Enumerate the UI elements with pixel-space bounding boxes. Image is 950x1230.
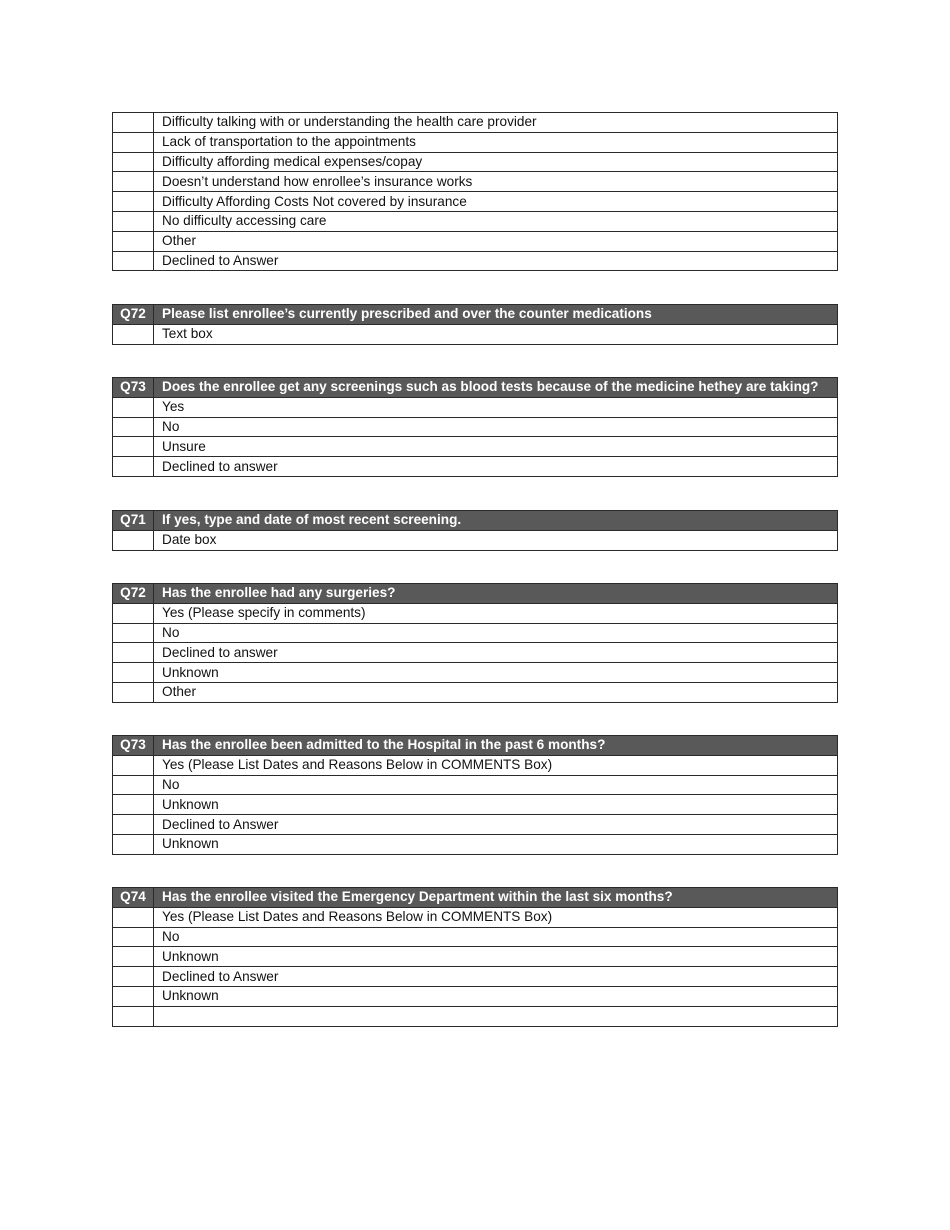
option-label: Difficulty talking with or understanding the health care provider (154, 113, 838, 133)
option-row (113, 623, 838, 643)
answer-checkbox-cell[interactable] (113, 1006, 154, 1026)
question-header-row (113, 584, 838, 604)
option-row (113, 152, 838, 172)
option-row (113, 967, 838, 987)
option-label: Unknown (154, 834, 838, 854)
question-header-row (113, 511, 838, 531)
option-label: Unsure (154, 437, 838, 457)
question-number: Q71 (113, 511, 154, 531)
option-label: Lack of transportation to the appointments (154, 132, 838, 152)
question-text: Please list enrollee’s currently prescribed and over the counter medications (154, 305, 838, 325)
option-label: Yes (Please List Dates and Reasons Below in COMMENTS Box) (154, 755, 838, 775)
answer-checkbox-cell[interactable] (113, 231, 154, 251)
option-row (113, 907, 838, 927)
answer-checkbox-cell[interactable] (113, 682, 154, 702)
question-header-row (113, 888, 838, 908)
option-row (113, 603, 838, 623)
option-row (113, 172, 838, 192)
option-row (113, 231, 838, 251)
option-label: Yes (154, 397, 838, 417)
option-row (113, 682, 838, 702)
option-label (154, 1006, 838, 1026)
option-label: Declined to answer (154, 457, 838, 477)
question-header-row (113, 305, 838, 325)
answer-checkbox-cell[interactable] (113, 927, 154, 947)
question-text: Has the enrollee been admitted to the Hospital in the past 6 months? (154, 736, 838, 756)
answer-checkbox-cell[interactable] (113, 530, 154, 550)
answer-checkbox-cell[interactable] (113, 397, 154, 417)
screening-date-box[interactable]: Date box (154, 530, 838, 550)
option-row (113, 815, 838, 835)
answer-checkbox-cell[interactable] (113, 815, 154, 835)
option-label: Declined to Answer (154, 815, 838, 835)
option-row (113, 755, 838, 775)
question-number: Q74 (113, 888, 154, 908)
answer-checkbox-cell[interactable] (113, 457, 154, 477)
option-label: Unknown (154, 947, 838, 967)
option-row (113, 775, 838, 795)
option-row (113, 795, 838, 815)
option-label: Declined to Answer (154, 251, 838, 271)
option-row (113, 437, 838, 457)
question-number: Q72 (113, 584, 154, 604)
option-row (113, 211, 838, 231)
option-label: Unknown (154, 795, 838, 815)
question-text: If yes, type and date of most recent screening. (154, 511, 838, 531)
option-label: No (154, 417, 838, 437)
option-label: Yes (Please specify in comments) (154, 603, 838, 623)
option-label: Yes (Please List Dates and Reasons Below in COMMENTS Box) (154, 907, 838, 927)
answer-checkbox-cell[interactable] (113, 986, 154, 1006)
question-header-row (113, 378, 838, 398)
option-row (113, 663, 838, 683)
option-label: No (154, 623, 838, 643)
answer-checkbox-cell[interactable] (113, 251, 154, 271)
answer-checkbox-cell[interactable] (113, 417, 154, 437)
option-row (113, 397, 838, 417)
option-row (113, 947, 838, 967)
option-label: No difficulty accessing care (154, 211, 838, 231)
answer-checkbox-cell[interactable] (113, 152, 154, 172)
option-row (113, 1006, 838, 1026)
question-table-emergency-department (112, 887, 838, 1027)
answer-checkbox-cell[interactable] (113, 437, 154, 457)
answer-checkbox-cell[interactable] (113, 775, 154, 795)
option-row (113, 324, 838, 344)
option-label: Difficulty Affording Costs Not covered by insurance (154, 192, 838, 212)
question-table-surgeries (112, 583, 838, 703)
option-row (113, 417, 838, 437)
option-row (113, 834, 838, 854)
option-row (113, 251, 838, 271)
answer-checkbox-cell[interactable] (113, 643, 154, 663)
option-row (113, 986, 838, 1006)
option-label: Other (154, 231, 838, 251)
answer-checkbox-cell[interactable] (113, 907, 154, 927)
option-label: Declined to answer (154, 643, 838, 663)
answer-checkbox-cell[interactable] (113, 755, 154, 775)
question-table-screening-date (112, 510, 838, 551)
answer-checkbox-cell[interactable] (113, 603, 154, 623)
question-text: Has the enrollee had any surgeries? (154, 584, 838, 604)
option-label: Doesn’t understand how enrollee’s insurance works (154, 172, 838, 192)
answer-checkbox-cell[interactable] (113, 795, 154, 815)
medications-text-box[interactable]: Text box (154, 324, 838, 344)
answer-checkbox-cell[interactable] (113, 192, 154, 212)
question-text: Has the enrollee visited the Emergency Department within the last six months? (154, 888, 838, 908)
option-row (113, 192, 838, 212)
answer-checkbox-cell[interactable] (113, 211, 154, 231)
question-number: Q72 (113, 305, 154, 325)
answer-checkbox-cell[interactable] (113, 132, 154, 152)
answer-checkbox-cell[interactable] (113, 834, 154, 854)
answer-checkbox-cell[interactable] (113, 663, 154, 683)
answer-checkbox-cell[interactable] (113, 967, 154, 987)
question-header-row (113, 736, 838, 756)
question-table-access-barriers (112, 112, 838, 271)
question-table-hospital-admission (112, 735, 838, 855)
answer-checkbox-cell[interactable] (113, 113, 154, 133)
question-table-screenings (112, 377, 838, 477)
answer-checkbox-cell[interactable] (113, 947, 154, 967)
question-number: Q73 (113, 378, 154, 398)
answer-checkbox-cell[interactable] (113, 324, 154, 344)
answer-checkbox-cell[interactable] (113, 623, 154, 643)
option-label: No (154, 927, 838, 947)
option-row (113, 927, 838, 947)
option-label: Unknown (154, 986, 838, 1006)
question-number: Q73 (113, 736, 154, 756)
option-label: Other (154, 682, 838, 702)
answer-checkbox-cell[interactable] (113, 172, 154, 192)
option-row (113, 643, 838, 663)
question-text: Does the enrollee get any screenings such as blood tests because of the medicine hethey are taking? (154, 378, 838, 398)
question-table-medications (112, 304, 838, 345)
option-row (113, 530, 838, 550)
option-row (113, 457, 838, 477)
option-row (113, 113, 838, 133)
option-label: Declined to Answer (154, 967, 838, 987)
option-label: Difficulty affording medical expenses/copay (154, 152, 838, 172)
option-label: No (154, 775, 838, 795)
option-row (113, 132, 838, 152)
option-label: Unknown (154, 663, 838, 683)
